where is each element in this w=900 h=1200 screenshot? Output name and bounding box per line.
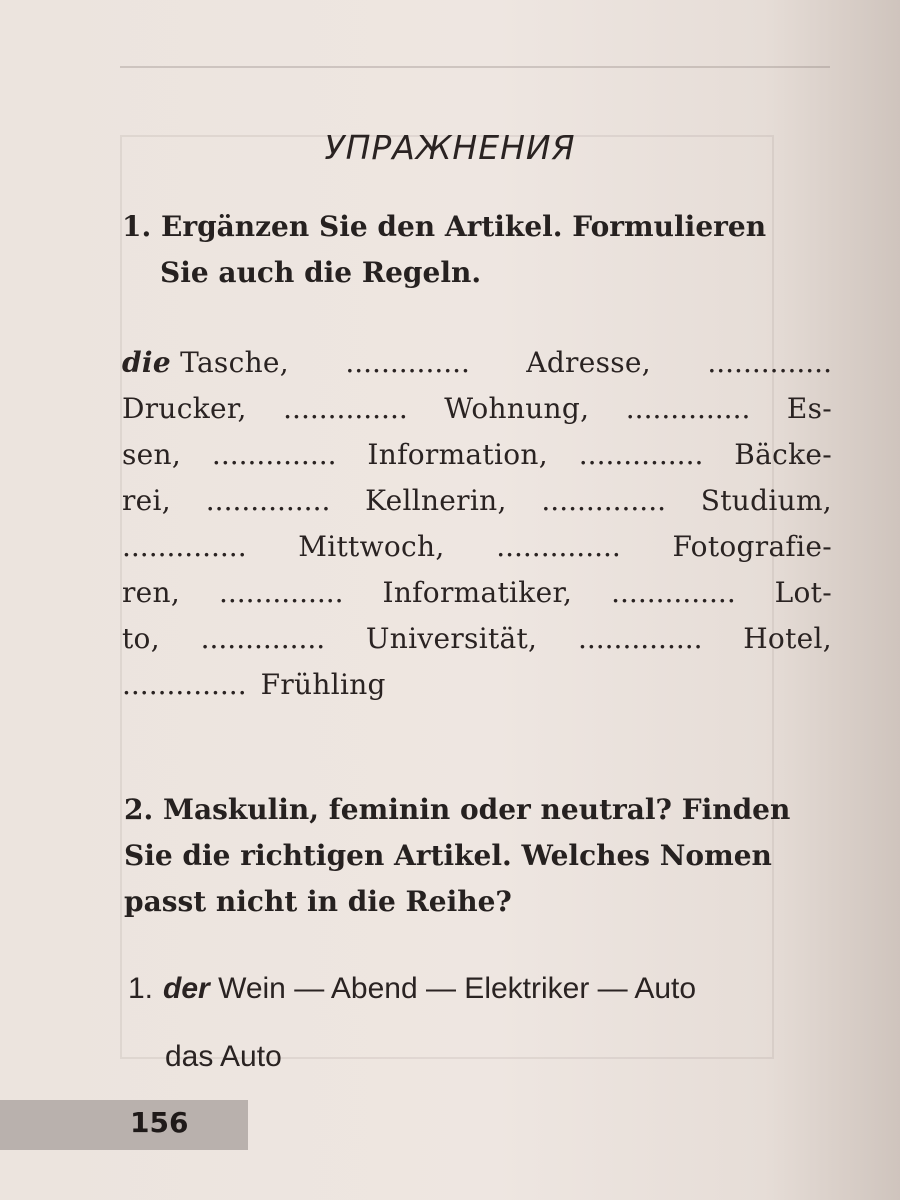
word: Tasche, — [170, 346, 289, 379]
word: Universität, — [365, 622, 538, 655]
exercise-line-2 — [122, 386, 832, 432]
blank: .............. — [707, 346, 832, 379]
blank: .............. — [345, 346, 470, 379]
blank: .............. — [496, 530, 621, 563]
word: Wohnung, — [444, 392, 590, 425]
blank: .............. — [577, 622, 703, 655]
word: Kellnerin, — [365, 484, 507, 517]
task-1-heading-line-2: Sie auch die Regeln. — [160, 256, 482, 289]
task-2-heading-line-3: passt nicht in die Reihe? — [124, 885, 512, 918]
page-number-band — [0, 1100, 248, 1150]
blank: .............. — [122, 530, 247, 563]
blank: .............. — [541, 484, 667, 517]
blank: .............. — [578, 438, 704, 471]
word: Lot- — [774, 576, 832, 609]
example-number: 1. — [128, 972, 154, 1005]
task-2-heading — [124, 787, 844, 925]
blank: .............. — [611, 576, 736, 609]
article-example: die — [122, 346, 171, 379]
word: Hotel, — [743, 622, 832, 655]
word: to, — [122, 622, 160, 655]
word: Information, — [367, 438, 548, 471]
blank: .............. — [200, 622, 326, 655]
blank: .............. — [211, 438, 337, 471]
example-answer: das Auto — [165, 1040, 282, 1073]
exercise-line-1 — [122, 340, 832, 386]
exercise-line-4 — [122, 478, 832, 524]
word: Fotografie- — [672, 530, 832, 563]
word: sen, — [122, 438, 182, 471]
word: Drucker, — [122, 392, 247, 425]
word: Adresse, — [526, 346, 652, 379]
word: Informatiker, — [382, 576, 573, 609]
example-row — [128, 972, 696, 1006]
example-words: Wein — Abend — Elektriker — Auto — [218, 972, 697, 1005]
word: Mittwoch, — [298, 530, 445, 563]
exercise-line-7 — [122, 616, 832, 662]
exercise-line-6 — [122, 570, 832, 616]
task-2-heading-line-1: 2. Maskulin, feminin oder neutral? Finden — [124, 793, 791, 826]
blank: .............. — [625, 392, 751, 425]
word: rei, — [122, 484, 172, 517]
task-1-heading-line-1: 1. Ergänzen Sie den Artikel. Formulieren — [122, 210, 767, 243]
task-1-heading — [122, 204, 842, 296]
word: Es- — [786, 392, 832, 425]
example-article: der — [163, 972, 210, 1005]
blank: .............. — [283, 392, 408, 425]
show-through-rule — [120, 66, 830, 68]
exercise-line-5 — [122, 524, 832, 570]
word: Studium, — [700, 484, 832, 517]
word: ren, — [122, 576, 181, 609]
page-number: 156 — [130, 1106, 189, 1139]
word: Frühling — [260, 668, 386, 701]
task-2-heading-line-2: Sie die richtigen Artikel. Welches Nomen — [124, 839, 772, 872]
exercise-line-3 — [122, 432, 832, 478]
blank: .............. — [218, 576, 344, 609]
word: Bäcke- — [734, 438, 832, 471]
blank: .............. — [205, 484, 331, 517]
exercise-line-8 — [122, 662, 386, 708]
blank: .............. — [122, 668, 247, 701]
section-title: УПРАЖНЕНИЯ — [324, 128, 576, 167]
